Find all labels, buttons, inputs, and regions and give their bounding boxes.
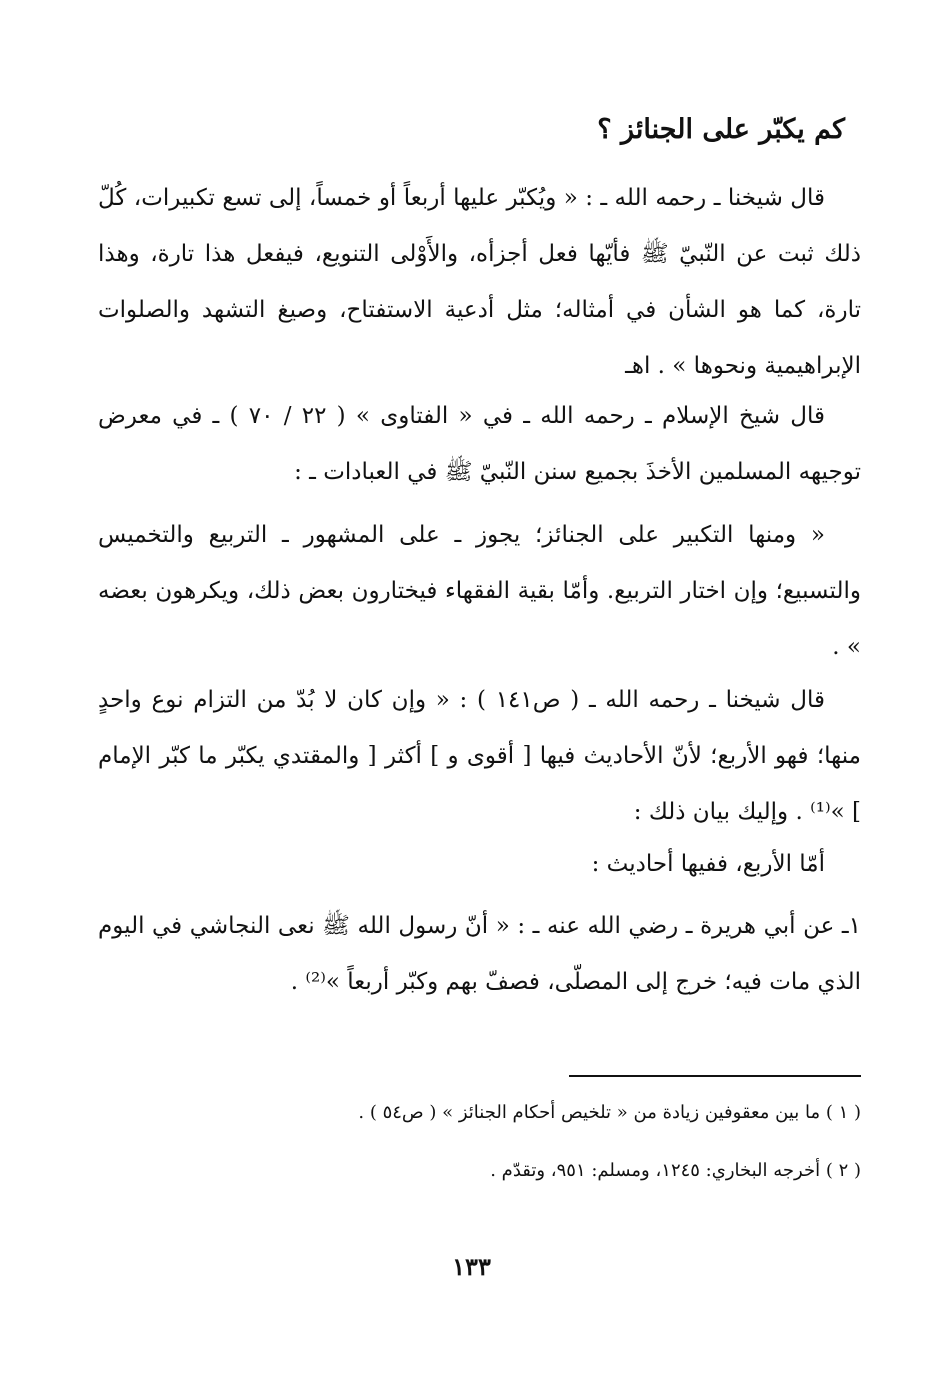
paragraph-5: أمّا الأربع، ففيها أحاديث : [591, 851, 825, 877]
footnote-2: ( ٢ ) أخرجه البخاري: ١٢٤٥، ومسلم: ٩٥١، وتقدّم . [490, 1160, 861, 1181]
page-number: ١٣٣ [452, 1252, 491, 1281]
paragraph-1: قال شيخنا ـ رحمه الله ـ : « ويُكبّر عليها أربعاً أو خمساً، إلى تسع تكبيرات، كُلّ ذلك ثبت عن النّبيّ ﷺ فأيّها فعل أجزأه، والأَوْلى التنويع، فيفعل هذا تارة، وهذا تارة، كما هو الشأن في أمثاله؛ مثل أدعية الاستفتاح، وصيغ التشهد والصلوات الإبراهيمية ونحوها » . اهـ [98, 185, 861, 379]
footnote-1: ( ١ ) ما بين معقوفين زيادة من « تلخيص أحكام الجنائز » ( ص٥٤ ) . [358, 1102, 861, 1123]
footnote-separator [569, 1075, 861, 1077]
section-heading: كم يكبّر على الجنائز ؟ [597, 114, 845, 145]
paragraph-2: قال شيخ الإسلام ـ رحمه الله ـ في « الفتاوى » ( ٢٢ / ٧٠ ) ـ في معرض توجيهه المسلمين الأخذَ بجميع سنن النّبيّ ﷺ في العبادات ـ : [98, 403, 861, 485]
paragraph-6-hadith: ١ـ عن أبي هريرة ـ رضي الله عنه ـ : « أنّ رسول الله ﷺ نعى النجاشي في اليوم الذي مات فيه؛ خرج إلى المصلّى، فصفّ بهم وكبّر أربعاً »⁽²⁾ . [98, 913, 861, 995]
paragraph-4: قال شيخنا ـ رحمه الله ـ ( ص١٤١ ) : « وإن كان لا بُدّ من التزام نوع واحدٍ منها؛ فهو الأربع؛ لأنّ الأحاديث فيها [ أقوى و ] أكثر [ والمقتدي يكبّر ما كبّر الإمام ] »⁽¹⁾ . وإليك بيان ذلك : [98, 687, 861, 825]
paragraph-3-quote: « ومنها التكبير على الجنائز؛ يجوز ـ على المشهور ـ التربيع والتخميس والتسبيع؛ وإن اختار التربيع. وأمّا بقية الفقهاء فيختارون بعض ذلك، ويكرهون بعضه » . [98, 522, 861, 660]
